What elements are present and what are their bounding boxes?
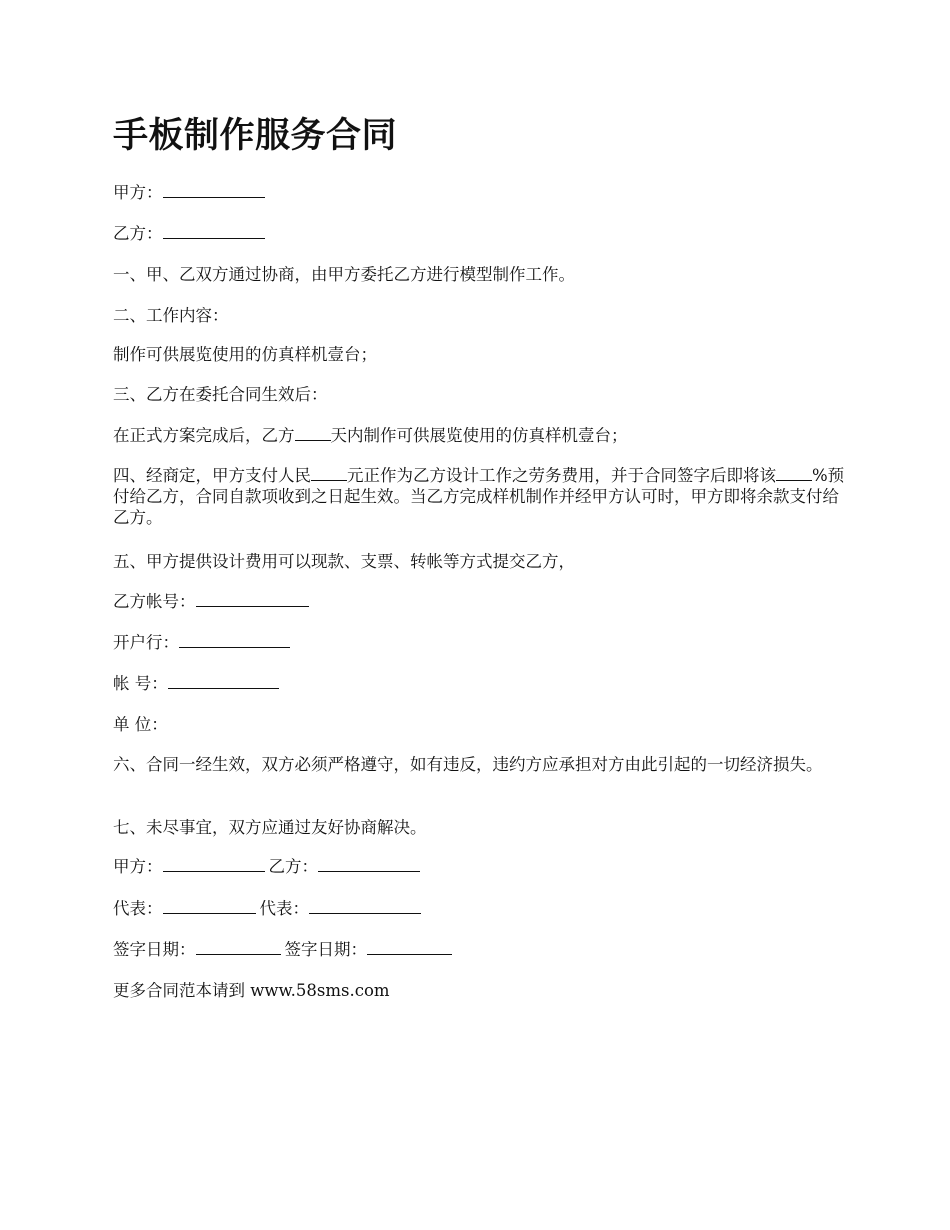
signing-dates-line	[113, 939, 452, 960]
rep-b-label: 代表：	[259, 899, 309, 918]
account-no-line	[113, 673, 279, 694]
party-b-blank	[163, 224, 265, 239]
date-a-blank	[196, 940, 281, 955]
clause-2-heading: 二、工作内容：	[113, 306, 229, 325]
sign-party-b-label: 乙方：	[268, 857, 318, 876]
party-b-label: 乙方：	[113, 224, 163, 243]
sign-party-a-blank	[163, 857, 265, 872]
rep-a-blank	[163, 899, 256, 914]
date-a-label: 签字日期：	[113, 940, 196, 959]
clause-4-middle: 元正作为乙方设计工作之劳务费用，并于合同签字后即将该	[347, 466, 776, 485]
party-a-blank	[163, 183, 265, 198]
bank-blank	[179, 633, 290, 648]
clause-3-body-end: 天内制作可供展览使用的仿真样机壹台；	[330, 426, 628, 445]
page-title: 手板制作服务合同	[113, 115, 398, 156]
clause-3-body-start: 在正式方案完成后，乙方	[113, 426, 295, 445]
bank-line	[113, 632, 290, 653]
clause-4-start: 四、经商定，甲方支付人民	[113, 466, 311, 485]
clause-2-body: 制作可供展览使用的仿真样机壹台；	[113, 345, 377, 364]
party-a-line	[113, 182, 265, 203]
account-no-blank	[168, 674, 279, 689]
rep-a-label: 代表：	[113, 899, 163, 918]
clause-6: 六、合同一经生效，双方必须严格遵守，如有违反，违约方应承担对方由此引起的一切经济损失。	[113, 755, 823, 774]
clause-5: 五、甲方提供设计费用可以现款、支票、转帐等方式提交乙方，	[113, 552, 575, 571]
clause-3-heading: 三、乙方在委托合同生效后：	[113, 385, 328, 404]
account-blank	[196, 592, 309, 607]
clause-3-body	[113, 425, 628, 446]
percent-blank	[776, 466, 812, 481]
account-label: 乙方帐号：	[113, 592, 196, 611]
clause-1: 一、甲、乙双方通过协商，由甲方委托乙方进行模型制作工作。	[113, 265, 575, 284]
signature-parties-line	[113, 856, 420, 877]
representatives-line	[113, 898, 421, 919]
clause-4-end: %预付给乙方，合同自款项收到之日起生效。当乙方完成样机制作并经甲方认可时，甲方即将余款支付给乙方。	[113, 466, 845, 527]
unit-line: 单 位：	[113, 715, 168, 734]
account-no-label: 帐 号：	[113, 674, 168, 693]
sign-party-b-blank	[318, 857, 420, 872]
rep-b-blank	[309, 899, 421, 914]
account-line	[113, 591, 309, 612]
party-a-label: 甲方：	[113, 183, 163, 202]
footer-note: 更多合同范本请到 www.58sms.com	[113, 981, 390, 1000]
bank-label: 开户行：	[113, 633, 179, 652]
days-blank	[295, 426, 331, 441]
date-b-blank	[367, 940, 452, 955]
amount-blank	[311, 466, 347, 481]
clause-7: 七、未尽事宜，双方应通过友好协商解决。	[113, 818, 427, 837]
clause-4	[113, 465, 848, 528]
date-b-label: 签字日期：	[284, 940, 367, 959]
sign-party-a-label: 甲方：	[113, 857, 163, 876]
party-b-line	[113, 223, 265, 244]
